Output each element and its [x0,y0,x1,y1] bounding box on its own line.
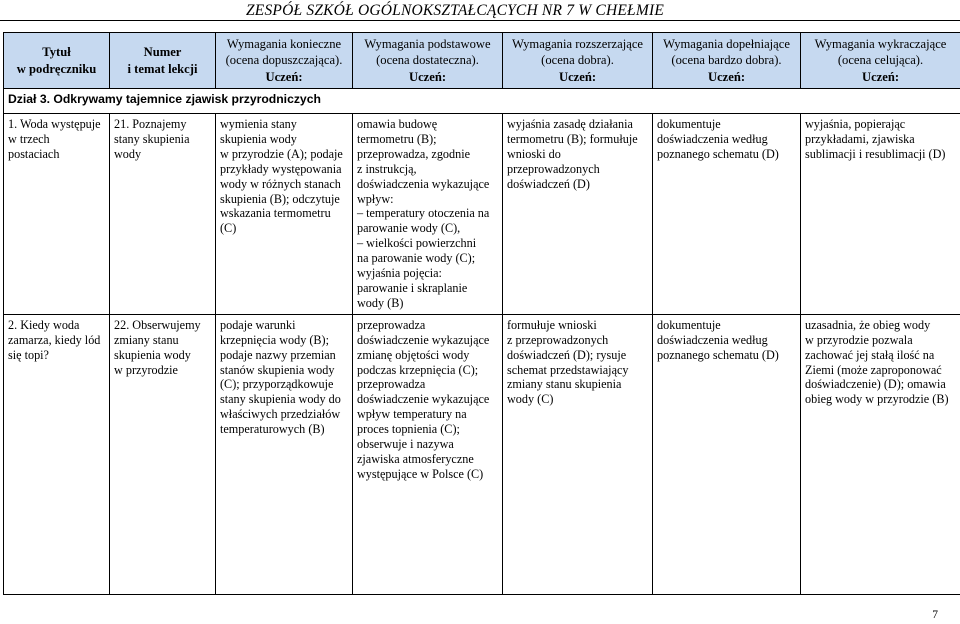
cell-line: schemat przedstawiający [507,362,629,377]
cell-line: obserwuje i nazywa [357,437,454,452]
cell-line: wody w różnych stanach [220,176,341,191]
cell-line: 2. Kiedy woda [8,317,80,332]
cell-line: wyjaśnia pojęcia: [357,266,442,281]
table-row [4,114,960,315]
cell-line: w trzech [8,131,50,146]
cell-line: uzasadnia, że obieg wody [805,317,931,332]
cell-line: stanów skupienia wody [220,362,335,377]
col-header-complementary: Wymagania dopełniające (ocena bardzo dobra). Uczeń: [653,33,801,89]
cell-line: przeprowadza [357,377,426,392]
cell-line: stany skupienia wody do [220,392,341,407]
cell-title [4,314,110,594]
cell-advanced [801,314,960,594]
cell-lesson [110,114,216,315]
col-header-extended: Wymagania rozszerzające (ocena dobra). Uczeń: [503,33,653,89]
cell-line: przeprowadzonych [507,161,600,176]
cell-line: poznanego schematu (D) [657,146,779,161]
cell-line: występujące w Polsce (C) [357,466,484,481]
cell-line: zmianę objętości wody [357,347,470,362]
section-title: Dział 3. Odkrywamy tajemnice zjawisk przyrodniczych [4,89,960,114]
cell-line: krzepnięcia wody (B); [220,332,329,347]
cell-line: – wielkości powierzchni [357,236,477,251]
cell-line: wody (C) [507,392,554,407]
cell-line: doświadczenia według [657,131,768,146]
cell-line: wpływ: [357,191,394,206]
cell-line: podczas krzepnięcia (C); [357,362,479,377]
cell-line: postaciach [8,146,60,161]
cell-line: przykładami, zjawiska [805,131,915,146]
cell-line: stany skupienia [114,131,190,146]
cell-line: poznanego schematu (D) [657,347,779,362]
section-row [4,89,960,114]
cell-line: skupienia (B); odczytuje [220,191,340,206]
cell-line: termometru (B); formułuje [507,131,638,146]
cell-line: przeprowadza, zgodnie [357,146,471,161]
cell-line: parowanie wody (C), [357,221,461,236]
cell-line: doświadczenia według [657,332,768,347]
cell-line: podaje warunki [220,317,296,332]
cell-line: proces topnienia (C); [357,422,460,437]
cell-line: skupienia wody [220,131,297,146]
cell-extended [503,114,653,315]
cell-line: omawia budowę [357,117,438,131]
cell-basic [353,114,503,315]
cell-line: termometru (B); [357,131,437,146]
col-header-basic-required: Wymagania konieczne (ocena dopuszczająca). Uczeń: [216,33,353,89]
cell-line: 22. Obserwujemy [114,317,201,332]
cell-line: z instrukcją, [357,161,417,176]
cell-line: – temperatury otoczenia na [357,206,490,221]
cell-basic [353,314,503,594]
cell-complementary [653,114,801,315]
cell-line: wskazania termometru [220,206,331,221]
cell-line: dokumentuje [657,317,721,332]
cell-line: przeprowadza [357,317,426,332]
cell-line: z przeprowadzonych [507,332,609,347]
cell-lesson [110,314,216,594]
cell-basic-required [216,314,353,594]
cell-title [4,114,110,315]
cell-line: zjawiska atmosferyczne [357,451,474,466]
cell-line: Ziemi (może zaproponować [805,362,942,377]
cell-line: w przyrodzie pozwala [805,332,913,347]
cell-line: formułuje wnioski [507,317,597,332]
cell-line: wymienia stany [220,117,297,131]
table-row [4,314,960,594]
cell-line: wnioski do [507,146,561,161]
cell-line: doświadczeń (D); rysuje [507,347,627,362]
cell-line: wody [114,146,142,161]
cell-line: (C) [220,221,237,236]
cell-line: podaje nazwy przemian [220,347,336,362]
header-row [4,33,960,89]
cell-line: dokumentuje [657,117,721,131]
requirements-table [3,32,960,595]
cell-line: w przyrodzie [114,362,178,377]
cell-line: doświadczenie wykazujące [357,392,490,407]
cell-line: 1. Woda występuje [8,117,101,131]
cell-extended [503,314,653,594]
cell-line: doświadczenia wykazujące [357,176,490,191]
cell-line: przykłady występowania [220,161,342,176]
cell-line: temperaturowych (B) [220,422,325,437]
cell-line: doświadczenie) (D); omawia [805,377,946,392]
col-header-lesson: Numer i temat lekcji [110,33,216,89]
cell-line: właściwych przedziałów [220,407,341,422]
cell-line: wyjaśnia, popierając [805,117,906,131]
cell-line: w przyrodzie (A); podaje [220,146,343,161]
cell-line: sublimacji i resublimacji (D) [805,146,946,161]
cell-line: zmiany stanu skupienia [507,377,622,392]
col-header-advanced: Wymagania wykraczające (ocena celująca). Uczeń: [801,33,960,89]
cell-advanced [801,114,960,315]
cell-line: wyjaśnia zasadę działania [507,117,633,131]
cell-line: 21. Poznajemy [114,117,187,131]
cell-line: obieg wody w przyrodzie (B) [805,392,949,407]
cell-line: parowanie i skraplanie [357,280,468,295]
cell-line: skupienia wody [114,347,191,362]
col-header-title: Tytuł w podręczniku [4,33,110,89]
cell-line: doświadczeń (D) [507,176,590,191]
cell-line: zachować jej stałą ilość na [805,347,935,362]
cell-line: wpływ temperatury na [357,407,467,422]
school-header: ZESPÓŁ SZKÓŁ OGÓLNOKSZTAŁCĄCYCH NR 7 W CHEŁMIE [245,2,664,19]
cell-line: na parowanie wody (C); [357,251,476,266]
page-number: 7 [932,609,938,621]
cell-line: się topi? [8,347,49,362]
cell-line: (C); przyporządkowuje [220,377,334,392]
cell-basic-required [216,114,353,315]
col-header-basic: Wymagania podstawowe (ocena dostateczna). Uczeń: [353,33,503,89]
cell-line: wody (B) [357,295,404,310]
header-rule [0,20,960,21]
cell-line: doświadczenie wykazujące [357,332,490,347]
cell-complementary [653,314,801,594]
cell-line: zamarza, kiedy lód [8,332,101,347]
cell-line: zmiany stanu [114,332,179,347]
